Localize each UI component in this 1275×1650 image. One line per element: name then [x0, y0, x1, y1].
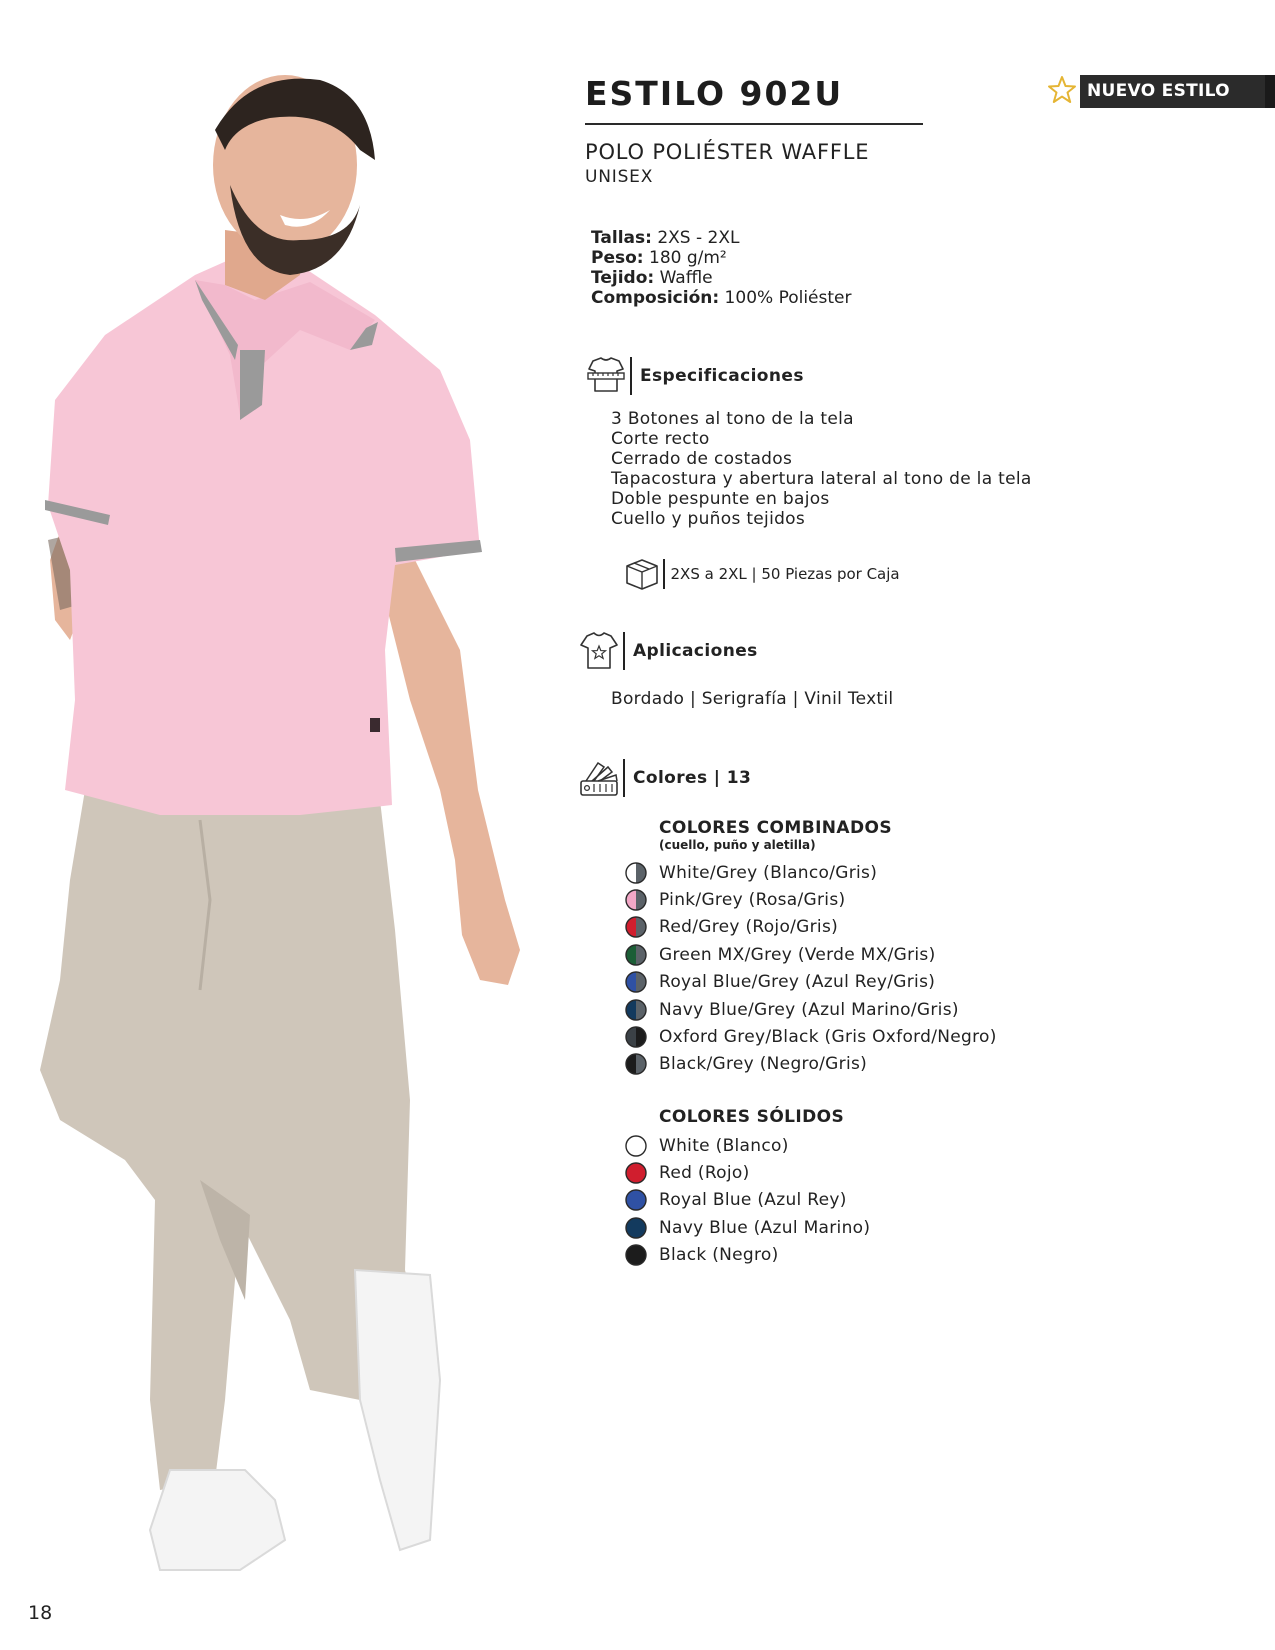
color-item — [624, 941, 997, 968]
color-item — [624, 1242, 870, 1269]
colors-header — [578, 757, 751, 799]
color-swatch — [624, 888, 648, 912]
spec-list — [591, 228, 852, 308]
color-swatch — [624, 943, 648, 967]
measuring-shirt-icon — [585, 355, 627, 397]
color-item — [624, 914, 997, 941]
applications-header — [578, 630, 758, 672]
new-style-badge: NUEVO ESTILO — [1080, 75, 1275, 108]
spec-fabric: Tejido: Waffle — [591, 268, 713, 288]
color-name: Red (Rojo) — [659, 1163, 750, 1184]
list-item: 3 Botones al tono de la tela — [611, 409, 854, 429]
packaging-info — [623, 555, 900, 593]
color-name: Navy Blue/Grey (Azul Marino/Gris) — [659, 999, 959, 1020]
list-item: Tapacostura y abertura lateral al tono de la tela — [611, 469, 1032, 489]
color-name: Pink/Grey (Rosa/Gris) — [659, 890, 846, 911]
color-item — [624, 996, 997, 1023]
color-swatch — [624, 1161, 648, 1185]
color-swatch — [624, 1188, 648, 1212]
color-item — [624, 969, 997, 996]
combined-colors-note: (cuello, puño y aletilla) — [659, 838, 816, 852]
color-name: Black (Negro) — [659, 1245, 779, 1266]
title-divider — [585, 123, 923, 125]
color-item — [624, 1159, 870, 1186]
applications-title: Aplicaciones — [633, 641, 758, 661]
product-audience: UNISEX — [585, 167, 654, 187]
solid-colors-list — [624, 1132, 870, 1269]
color-name: White/Grey (Blanco/Gris) — [659, 862, 878, 883]
star-icon — [1047, 75, 1077, 105]
color-item — [624, 1214, 870, 1241]
color-name: Green MX/Grey (Verde MX/Gris) — [659, 944, 936, 965]
color-swatches-icon — [578, 757, 620, 799]
list-item: Doble pespunte en bajos — [611, 489, 830, 509]
color-name: Oxford Grey/Black (Gris Oxford/Negro) — [659, 1027, 997, 1048]
spec-composition: Composición: 100% Poliéster — [591, 288, 852, 308]
color-name: Black/Grey (Negro/Gris) — [659, 1054, 868, 1075]
packaging-text: 2XS a 2XL | 50 Piezas por Caja — [670, 565, 900, 583]
color-swatch — [624, 1216, 648, 1240]
color-name: Royal Blue (Azul Rey) — [659, 1190, 847, 1211]
color-item — [624, 859, 997, 886]
box-icon — [623, 555, 661, 593]
page-number: 18 — [28, 1602, 53, 1624]
solid-colors-title: COLORES SÓLIDOS — [659, 1107, 845, 1127]
spec-weight: Peso: 180 g/m² — [591, 248, 727, 268]
color-swatch — [624, 1025, 648, 1049]
color-swatch — [624, 1243, 648, 1267]
color-item — [624, 1132, 870, 1159]
colors-title: Colores | 13 — [633, 768, 752, 788]
applications-text: Bordado | Serigrafía | Vinil Textil — [611, 689, 894, 709]
color-swatch — [624, 915, 648, 939]
color-swatch — [624, 970, 648, 994]
product-name: POLO POLIÉSTER WAFFLE — [585, 140, 870, 164]
color-item — [624, 1187, 870, 1214]
specifications-header — [585, 355, 804, 397]
color-swatch — [624, 1134, 648, 1158]
color-swatch — [624, 998, 648, 1022]
list-item: Cerrado de costados — [611, 449, 793, 469]
model-photo — [0, 0, 548, 1650]
specifications-title: Especificaciones — [640, 366, 804, 386]
list-item: Cuello y puños tejidos — [611, 509, 806, 529]
spec-sizes: Tallas: 2XS - 2XL — [591, 228, 740, 248]
color-name: Navy Blue (Azul Marino) — [659, 1217, 871, 1238]
specifications-list — [611, 409, 1032, 529]
color-item — [624, 886, 997, 913]
color-swatch — [624, 1052, 648, 1076]
combined-colors-title: COLORES COMBINADOS — [659, 818, 892, 838]
color-name: Red/Grey (Rojo/Gris) — [659, 917, 839, 938]
color-item — [624, 1023, 997, 1050]
color-swatch — [624, 861, 648, 885]
tshirt-star-icon — [578, 630, 620, 672]
color-name: Royal Blue/Grey (Azul Rey/Gris) — [659, 972, 936, 993]
combined-colors-list — [624, 859, 997, 1078]
color-name: White (Blanco) — [659, 1135, 789, 1156]
style-title: ESTILO 902U — [585, 74, 844, 113]
list-item: Corte recto — [611, 429, 710, 449]
color-item — [624, 1051, 997, 1078]
